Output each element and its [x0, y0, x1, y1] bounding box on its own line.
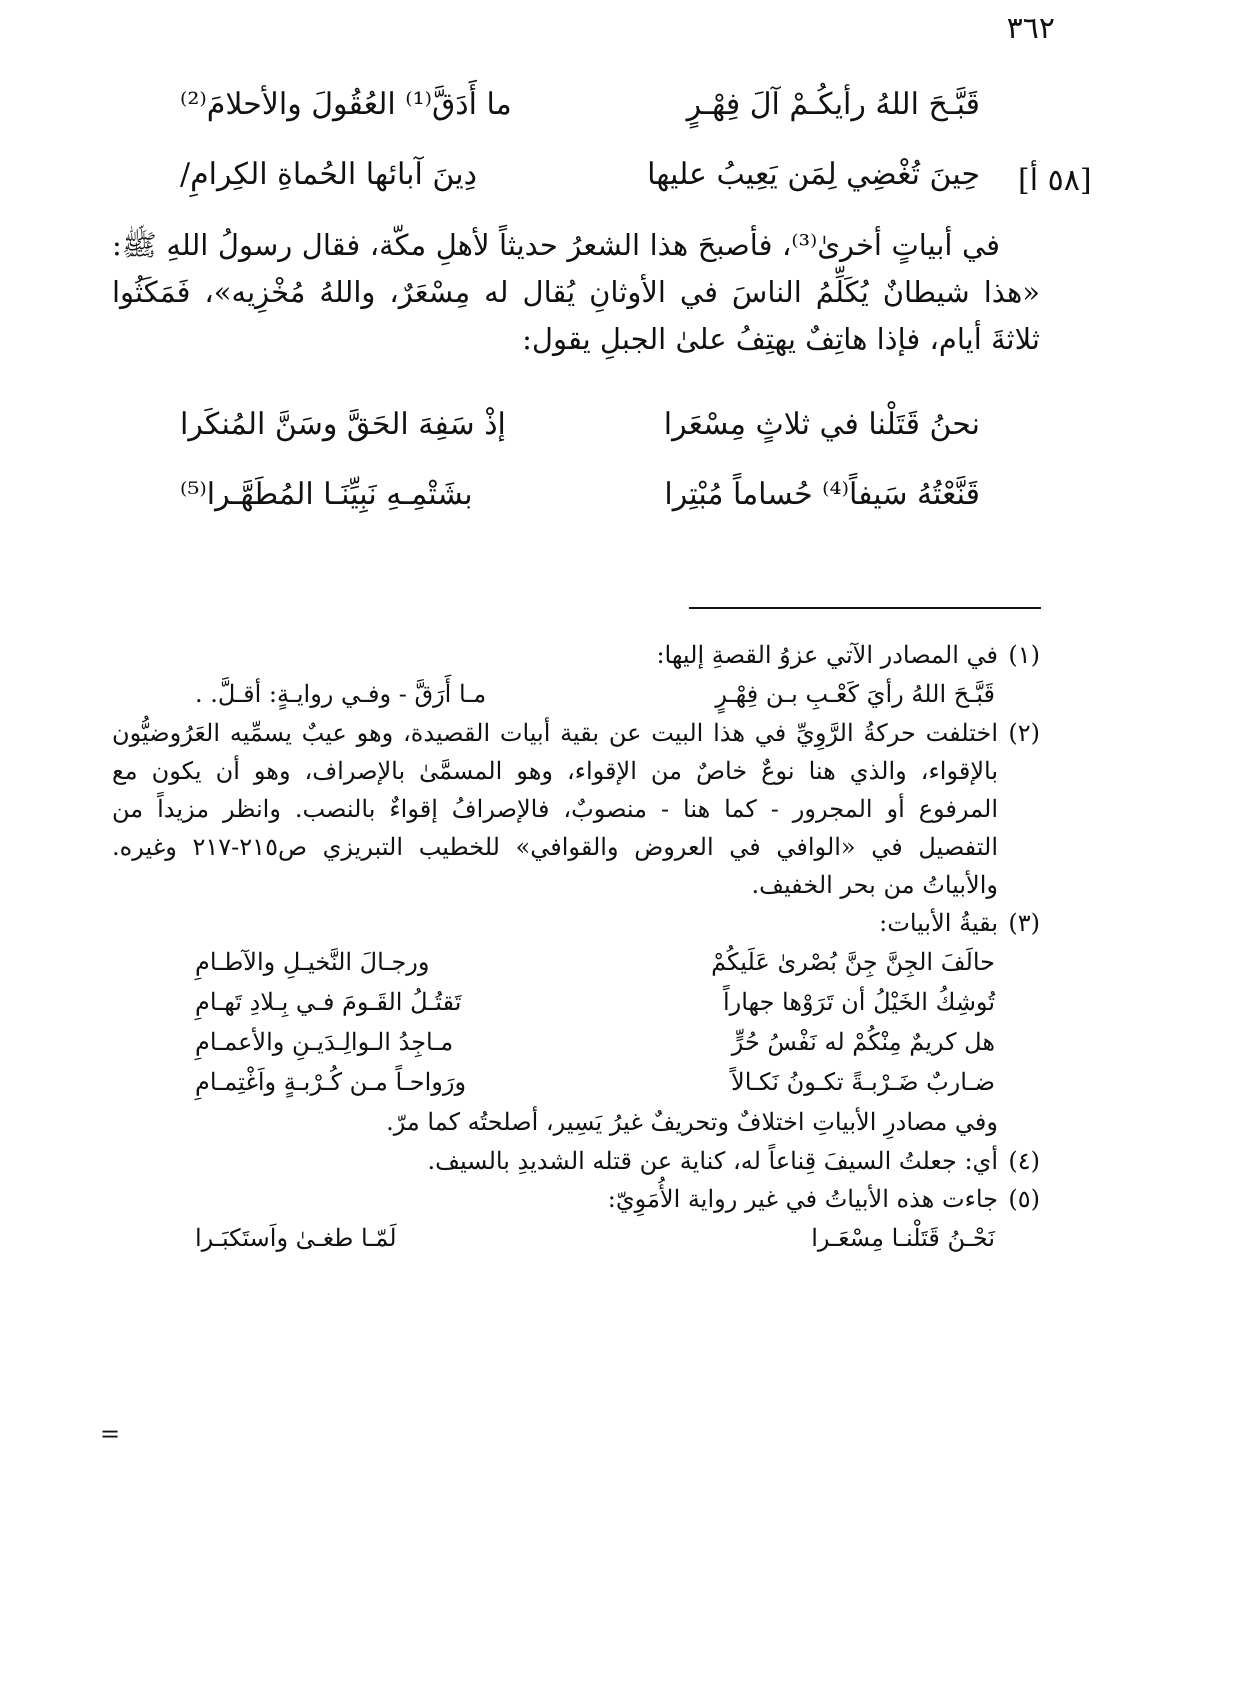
- verse-line: [180, 400, 1020, 450]
- footnote-text: جاءت هذه الأبياتُ في غير رواية الأُمَوِيّ:: [607, 1185, 998, 1213]
- verse-second-hemistich: تَقتُـلُ القَـومَ فـي بِـلادِ تَهـامِ: [195, 988, 462, 1016]
- verse-line: [180, 470, 1020, 520]
- footnote-number: (١): [1008, 641, 1040, 669]
- footnote-text: أي: جعلتُ السيفَ قِناعاً له، كناية عن قتله الشديدِ بالسيف.: [427, 1147, 998, 1175]
- verse-first-hemistich: قَبَّـحَ اللهُ رأيَ كَعْـبِ بـن فِهْـرٍ: [715, 680, 995, 708]
- verse-second-hemistich: ما أَدَقَّ⁽¹⁾ العُقُولَ والأحلامَ⁽²⁾: [180, 87, 512, 122]
- footnote-verse: [195, 1218, 995, 1258]
- verse-first-hemistich: تُوشِكُ الخَيْلُ أن تَرَوْها جهاراً: [722, 988, 995, 1016]
- verse-second-hemistich: دِينَ آبائها الحُماةِ الكِرامِ/: [180, 157, 477, 192]
- prose-line: فَمَكَثُوا ثلاثةَ أيام، فإذا هاتِفٌ يهتِفُ علىٰ الجبلِ يقول:: [112, 275, 1040, 356]
- verse-first-hemistich: حالَفَ الجِنَّ جِنَّ بُصْرىٰ عَلَيكُمْ: [711, 948, 995, 976]
- footnotes: [112, 636, 1040, 1258]
- footnote-text: اختلفت حركةُ الرَّوِيِّ في هذا البيت عن بقية أبيات القصيدة، وهو عيبٌ يسمِّيه العَرُوضيُّون بالإقواء، والذي هنا نوعٌ خاصٌ من الإقواء، وهو المسمَّىٰ بالإصراف، وهو أن يكون مع المرفوع أو المجرور - كما هنا - منصوبٌ، فالإصرافُ إقواءٌ بالنصب. وانظر مزيداً من التفصيل في «الوافي في العروض والقوافي» للخطيب التبريزي ص٢١٥-٢١٧ وغيره. والأبياتُ من بحر الخفيف.: [112, 719, 999, 899]
- prose-line: في أبياتٍ أخرىٰ⁽³⁾، فأصبحَ هذا الشعرُ حديثاً لأهلِ مكّة، فقال رسولُ: [217, 228, 1001, 262]
- continuation-mark: =: [100, 1420, 121, 1448]
- verse-first-hemistich: ضـاربٌ ضَـرْبـةً تكـونُ نَكـالاً: [731, 1068, 995, 1096]
- verse-second-hemistich: لَمّـا طغـىٰ واَستَكبَـرا: [195, 1224, 397, 1252]
- verse-line: [180, 150, 1020, 200]
- verse-first-hemistich: حِينَ تُغْضِي لِمَن يَعِيبُ عليها: [647, 157, 980, 192]
- footnote-2: [112, 714, 1040, 904]
- footnote-verse: [195, 982, 995, 1022]
- verse-first-hemistich: نحنُ قَتَلْنا في ثلاثٍ مِسْعَرا: [663, 407, 980, 442]
- footnote-verse: [195, 942, 995, 982]
- footnote-4: [112, 1142, 1040, 1180]
- verse-second-hemistich: مـا أَرَقَّ - وفـي روايـةٍ: أقـلَّ. .: [195, 680, 487, 708]
- footnote-separator: [689, 607, 1041, 609]
- page-number: ٣٦٢: [1006, 11, 1055, 46]
- verse-line: [180, 80, 1020, 130]
- footnote-text: بقيةُ الأبيات:: [879, 909, 998, 937]
- footnote-verse: [195, 1022, 995, 1062]
- verse-first-hemistich: قَبَّـحَ اللهُ رأيكُـمْ آلَ فِهْـرٍ: [686, 87, 980, 122]
- footnote-verse: [195, 1062, 995, 1102]
- footnote-number: (٤): [1008, 1147, 1040, 1175]
- verse-first-hemistich: نَحْـنُ قَتَلْنـا مِسْعَـرا: [811, 1224, 995, 1252]
- verse-second-hemistich: ورجـالَ النَّخيـلِ والآطـامِ: [195, 948, 430, 976]
- verse-second-hemistich: مـاجِدُ الـوالِـدَيـنِ والأعمـامِ: [195, 1028, 454, 1056]
- footnote-number: (٥): [1008, 1185, 1040, 1213]
- footnote-number: (٣): [1008, 909, 1040, 937]
- manuscript-folio-marker: [٥٨ أ]: [1018, 163, 1092, 198]
- verse-second-hemistich: بشَتْمِـهِ نَبِيِّنَـا المُطَهَّـرا⁽⁵⁾: [180, 477, 473, 512]
- footnote-3: [112, 904, 1040, 942]
- footnote-text: في المصادر الآتي عزوُ القصةِ إليها:: [656, 641, 998, 669]
- footnote-text: وفي مصادرِ الأبياتِ اختلافٌ وتحريفٌ غيرُ يَسِير، أصلحتُه كما مرّ.: [386, 1108, 998, 1136]
- footnote-1: [112, 636, 1040, 674]
- verse-second-hemistich: إذْ سَفِهَ الحَقَّ وسَنَّ المُنكَرا: [180, 407, 506, 442]
- footnote-verse: [195, 674, 995, 714]
- verse-second-hemistich: ورَواحـاً مـن كُـرْبـةٍ واَغْتِمـامِ: [195, 1068, 467, 1096]
- footnote-number: (٢): [1008, 719, 1040, 747]
- verse-first-hemistich: هل كريمٌ مِنْكُمْ له نَفْسُ حُرٍّ: [731, 1028, 995, 1056]
- footnote-5: [112, 1180, 1040, 1218]
- main-paragraph: [112, 222, 1040, 363]
- verse-first-hemistich: قَنَّعْتُهُ سَيفاً⁽⁴⁾ حُساماً مُبْتِرا: [664, 477, 980, 512]
- prose-line: اللهِ ﷺ: «هذا شيطانٌ يُكَلِّمُ الناسَ في الأوثانِ يُقال له مِسْعَرٌ، واللهُ مُخْزِيه»،: [112, 228, 1041, 309]
